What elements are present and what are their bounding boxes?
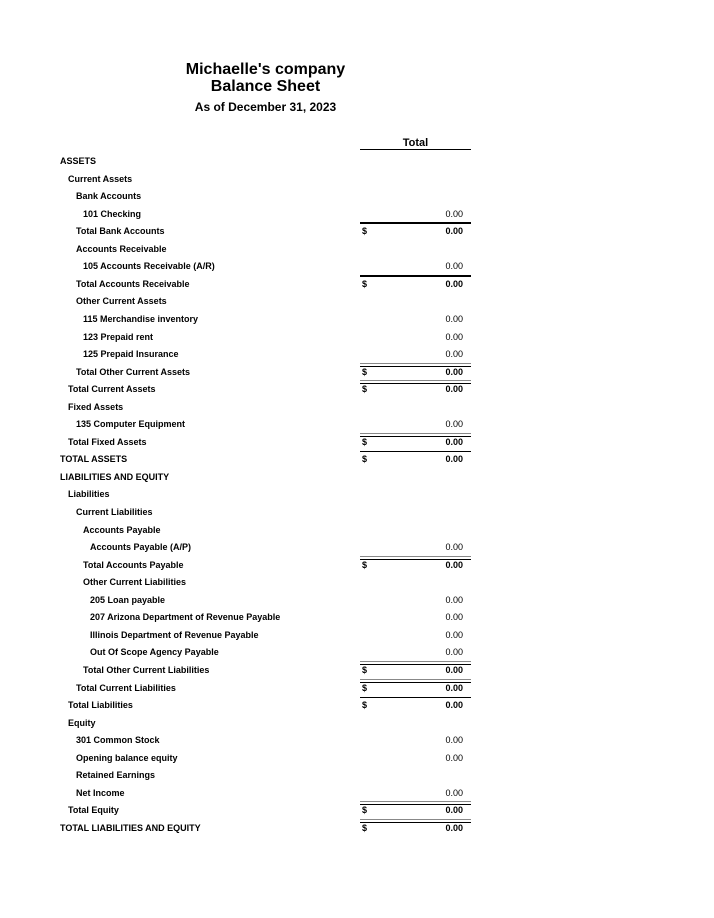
section-row [0,153,714,170]
row-label: Total Other Current Liabilities [83,664,210,675]
line-item-row [0,592,714,609]
row-amount: 0.00 [445,542,463,553]
row-label: ASSETS [60,156,97,166]
total-row [0,223,714,240]
column-header-underline [360,149,471,150]
row-amount: 0.00 [445,700,463,711]
row-label: TOTAL ASSETS [60,454,128,465]
row-amount: 0.00 [445,454,463,465]
row-label: TOTAL LIABILITIES AND EQUITY [60,822,201,833]
single-rule [360,276,471,277]
total-row [0,697,714,714]
row-amount: 0.00 [445,822,463,833]
total-row [0,364,714,381]
row-label: Other Current Liabilities [83,577,187,588]
row-amount: 0.00 [445,682,463,693]
item-underline [360,222,471,223]
section-row [0,469,714,486]
row-label: Out Of Scope Agency Payable [90,647,219,658]
total-row [0,381,714,398]
line-item-row [0,627,714,644]
item-underline [360,275,471,276]
report-date: As of December 31, 2023 [194,100,337,114]
row-label: Current Liabilities [76,507,153,517]
row-label: Total Equity [68,805,119,816]
row-label: Accounts Payable [83,524,161,535]
row-label: Liabilities [68,489,110,500]
line-item-row [0,311,714,328]
row-label: 205 Loan payable [90,594,166,605]
row-label: Total Other Current Assets [76,366,191,377]
row-amount: 0.00 [445,752,463,763]
total-row [0,451,714,468]
row-label: Total Accounts Payable [83,559,184,570]
row-label: Total Fixed Assets [68,436,147,447]
row-label: 123 Prepaid rent [83,331,154,342]
currency-symbol: $ [362,559,368,570]
currency-symbol: $ [362,384,368,395]
row-label: Fixed Assets [68,401,124,412]
currency-symbol: $ [362,664,368,675]
row-label: Opening balance equity [76,752,178,763]
row-amount: 0.00 [445,278,463,289]
line-item-row [0,416,714,433]
total-row [0,680,714,697]
row-label: 105 Accounts Receivable (A/R) [83,261,215,272]
currency-symbol: $ [362,805,368,816]
single-rule [360,697,471,698]
row-amount: 0.00 [445,612,463,623]
row-label: Net Income [76,787,125,798]
currency-symbol: $ [362,278,368,289]
total-row [0,557,714,574]
currency-symbol: $ [362,454,368,465]
row-label: 115 Merchandise inventory [83,313,199,324]
row-amount: 0.00 [445,805,463,816]
row-label: Other Current Assets [76,296,167,307]
row-amount: 0.00 [445,735,463,746]
row-amount: 0.00 [445,226,463,237]
row-amount: 0.00 [445,349,463,360]
section-row [0,767,714,784]
line-item-row [0,258,714,275]
total-row [0,434,714,451]
row-label: Current Assets [68,173,133,184]
column-header-total: Total [402,137,429,149]
row-amount: 0.00 [445,419,463,430]
line-item-row [0,329,714,346]
row-label: LIABILITIES AND EQUITY [60,471,170,482]
company-name: Michaelle's company [185,61,346,78]
section-row [0,574,714,591]
section-row [0,715,714,732]
row-amount: 0.00 [445,787,463,798]
currency-symbol: $ [362,436,368,447]
row-amount: 0.00 [445,647,463,658]
section-row [0,504,714,521]
currency-symbol: $ [362,682,368,693]
row-label: Equity [68,717,96,728]
row-label: Total Accounts Receivable [76,278,190,289]
line-item-row [0,732,714,749]
row-amount: 0.00 [445,629,463,640]
row-label: Bank Accounts [76,191,142,202]
row-label: 101 Checking [83,208,142,219]
row-amount: 0.00 [445,261,463,272]
single-rule [360,451,471,452]
line-item-row [0,609,714,626]
row-amount: 0.00 [445,384,463,395]
currency-symbol: $ [362,700,368,711]
row-label: 207 Arizona Department of Revenue Payable [90,612,281,623]
row-label: Total Current Liabilities [76,682,176,693]
currency-symbol: $ [362,822,368,833]
row-label: 301 Common Stock [76,735,160,746]
section-row [0,171,714,188]
line-item-row [0,346,714,363]
row-label: Retained Earnings [76,770,156,781]
report-title: Balance Sheet [210,78,321,95]
row-label: Total Current Assets [68,384,156,395]
section-row [0,241,714,258]
currency-symbol: $ [362,366,368,377]
total-row [0,820,714,837]
row-label: Total Bank Accounts [76,226,165,237]
line-item-row [0,644,714,661]
row-amount: 0.00 [445,436,463,447]
row-amount: 0.00 [445,664,463,675]
section-row [0,293,714,310]
total-row [0,662,714,679]
row-amount: 0.00 [445,208,463,219]
row-label: Illinois Department of Revenue Payable [90,629,259,640]
row-label: Total Liabilities [68,700,133,711]
row-label: 125 Prepaid Insurance [83,349,179,360]
total-row [0,276,714,293]
currency-symbol: $ [362,226,368,237]
line-item-row [0,785,714,802]
row-amount: 0.00 [445,594,463,605]
line-item-row [0,539,714,556]
row-amount: 0.00 [445,313,463,324]
single-rule [360,223,471,224]
row-amount: 0.00 [445,366,463,377]
row-label: Accounts Receivable [76,243,167,254]
row-label: 135 Computer Equipment [76,419,186,430]
section-row [0,522,714,539]
row-amount: 0.00 [445,331,463,342]
section-row [0,188,714,205]
line-item-row [0,750,714,767]
line-item-row [0,206,714,223]
section-row [0,399,714,416]
section-row [0,486,714,503]
row-label: Accounts Payable (A/P) [90,542,192,553]
total-row [0,802,714,819]
row-amount: 0.00 [445,559,463,570]
